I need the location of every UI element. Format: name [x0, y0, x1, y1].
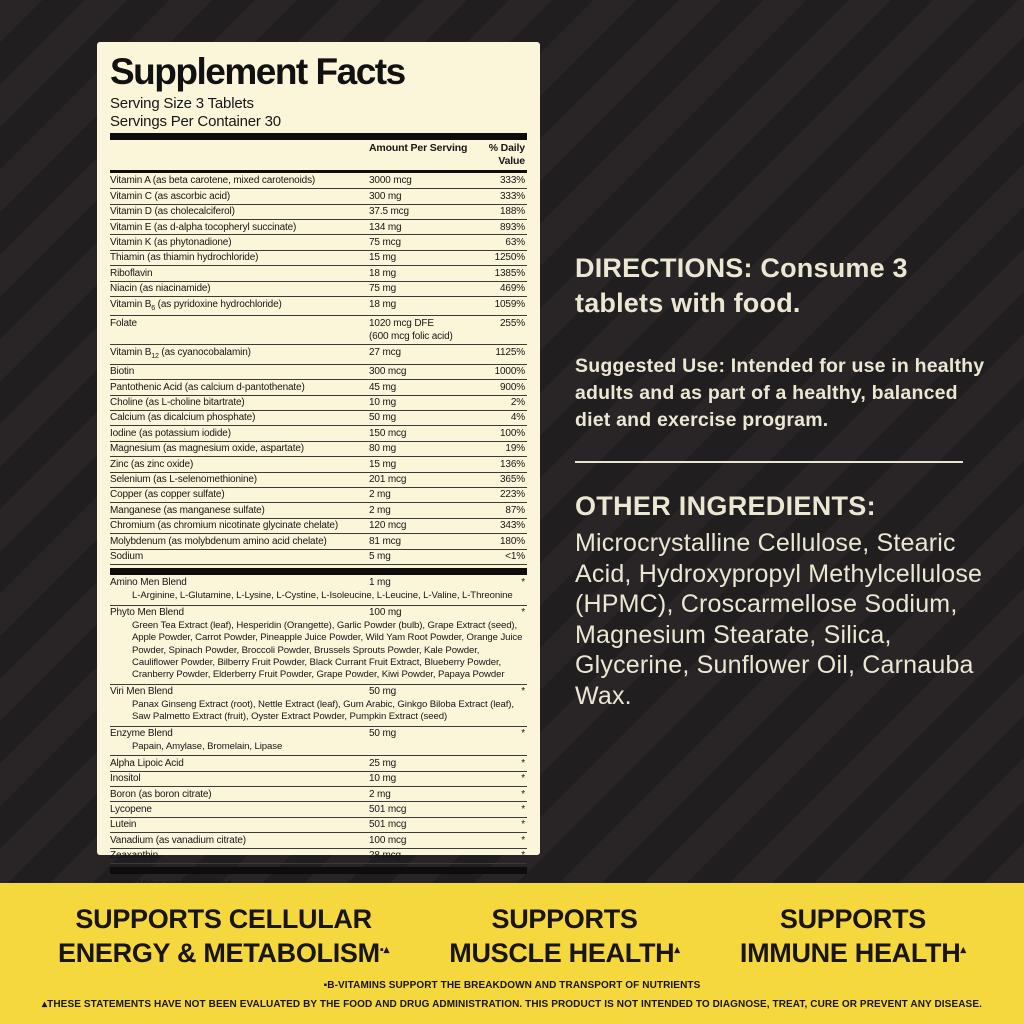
other-ingredients-text: Microcrystalline Cellulose, Stearic Acid, Hydroxypropyl Methylcellulose (HPMC), Croscarmellose Sodium, Magnesium Stearate, Silica, Glycerine, Sunflower Oil, Carnauba Wax. — [575, 529, 983, 710]
nutrient-dv: 1125% — [495, 346, 525, 358]
fact-row — [110, 426, 527, 441]
nutrient-amount: 300 mcg — [369, 366, 407, 378]
supplement-facts-panel — [97, 42, 540, 862]
extra-nutrient-rows — [110, 756, 527, 864]
divider-medium — [110, 170, 527, 173]
fact-row — [110, 756, 527, 771]
nutrient-name: Vitamin $B_6$ (as pyridoxine hydrochloride) — [110, 298, 282, 312]
nutrient-amount-detail: (600 mcg folic acid) — [369, 331, 453, 343]
servings-per-container: Servings Per Container 30 — [110, 112, 281, 130]
nutrient-name: Folate — [110, 317, 137, 329]
nutrient-name: Pantothenic Acid (as calcium d-pantothenate) — [110, 381, 305, 393]
blend-ingredients: Panax Ginseng Extract (root), Nettle Extract (leaf), Gum Arabic, Ginkgo Biloba Extract (leaf), Saw Palmetto Extract (fruit), Oyster Extract Powder, Pumpkin Extract (seed) — [110, 699, 527, 727]
nutrient-amount: 10 mg — [369, 397, 397, 408]
fact-row — [110, 457, 527, 472]
nutrient-dv: * — [521, 788, 525, 800]
nutrient-dv: 1059% — [494, 298, 525, 310]
nutrient-name: Riboflavin — [110, 267, 153, 279]
nutrient-amount: 134 mg — [369, 221, 402, 233]
claim-line — [58, 935, 389, 969]
nutrient-amount: 2 mg — [369, 504, 391, 516]
claim-line: SUPPORTS CELLULAR — [75, 904, 372, 934]
nutrient-name: Molybdenum (as molybdenum amino acid chelate) — [110, 535, 327, 547]
nutrient-dv: 365% — [500, 474, 525, 486]
nutrient-dv: 255% — [500, 317, 525, 329]
nutrient-name: Vitamin K (as phytonadione) — [110, 236, 232, 248]
nutrient-dv: 4% — [510, 412, 525, 424]
nutrient-name: Iodine (as potassium iodide) — [110, 427, 231, 439]
suggested-use-text: Suggested Use: Intended for use in healthy adults and as part of a healthy, balanced diet and exercise program. — [575, 355, 985, 431]
nutrient-amount: 201 mcg — [369, 474, 407, 486]
nutrient-dv: * — [521, 819, 525, 831]
nutrient-amount: 75 mcg — [369, 236, 401, 248]
nutrient-amount: 25 mg — [369, 757, 397, 769]
nutrient-amount: 120 mcg — [369, 520, 407, 532]
nutrient-name: Alpha Lipoic Acid — [110, 757, 184, 769]
directions-text: DIRECTIONS: Consume 3 tablets with food. — [575, 253, 908, 318]
b-vitamins-note: ▪B-VITAMINS SUPPORT THE BREAKDOWN AND TRANSPORT OF NUTRIENTS — [323, 980, 701, 991]
fact-row — [110, 503, 527, 518]
nutrient-dv: 188% — [500, 206, 525, 218]
fact-row — [110, 411, 527, 426]
nutrient-amount: 15 mg — [369, 252, 397, 264]
claim-cellular-energy — [58, 904, 389, 969]
nutrient-amount: 50 mg — [369, 686, 397, 698]
nutrient-dv: 87% — [505, 504, 525, 516]
fact-row — [110, 365, 527, 380]
nutrient-dv: * — [521, 773, 525, 785]
nutrient-rows — [110, 174, 527, 565]
nutrient-amount: 27 mcg — [369, 346, 401, 358]
claim-text: IMMUNE HEALTH — [739, 938, 961, 968]
claims-row — [0, 904, 1024, 969]
claim-immune-health — [740, 904, 966, 969]
nutrient-amount: 1020 mcg DFE (600 mcg folic acid) — [369, 317, 471, 344]
nutrient-dv: 343% — [500, 520, 525, 532]
nutrient-dv: 1250% — [494, 252, 525, 264]
serving-size: Serving Size 3 Tablets — [110, 95, 254, 112]
claim-footnote-marker: ▪▴ — [379, 944, 390, 956]
nutrient-name: Boron (as boron citrate) — [110, 788, 212, 800]
fact-row — [110, 550, 527, 565]
fact-row — [110, 345, 527, 364]
section-divider — [575, 461, 963, 463]
nutrient-amount: 75 mg — [369, 283, 397, 295]
nutrient-name: Zinc (as zinc oxide) — [110, 458, 194, 470]
fact-row — [110, 205, 527, 220]
nutrient-name: Lycopene — [110, 803, 152, 815]
fact-row — [110, 473, 527, 488]
fact-row — [110, 849, 527, 864]
claim-footnote-marker: ▴ — [960, 944, 966, 956]
nutrient-dv: 333% — [500, 175, 525, 187]
nutrient-amount: 501 mcg — [369, 819, 407, 831]
nutrient-dv: * — [521, 803, 525, 815]
nutrient-name: Vanadium (as vanadium citrate) — [110, 834, 246, 846]
fact-row — [110, 316, 527, 345]
nutrient-name: Calcium (as dicalcium phosphate) — [110, 412, 256, 424]
blend-ingredients: Green Tea Extract (leaf), Hesperidin (Orangette), Garlic Powder (bulb), Grape Extract (seed), Apple Powder, Carrot Powder, Pineapple Juice Powder, Wild Yam Root Powder, Orange Juice Powder, Spinach Powder, Broccoli Powder, Brussels Sprouts Powder, Kale Powder, Cauliflower Powder, Bilberry Fruit Powder, Black Currant Fruit Extract, Blueberry Powder, Cranberry Powder, Elderberry Fruit Powder, Grape Powder, Kiwi Powder, Papaya Powder — [110, 620, 527, 684]
nutrient-name: Biotin — [110, 366, 135, 378]
other-ingredients-heading: OTHER INGREDIENTS: — [575, 491, 876, 521]
claim-line — [740, 935, 966, 969]
fact-row — [110, 818, 527, 833]
nutrient-name: Niacin (as niacinamide) — [110, 283, 211, 295]
fact-row — [110, 488, 527, 503]
nutrient-amount: 50 mg — [369, 412, 397, 424]
fact-row — [110, 174, 527, 189]
dv-column-header: % Daily Value — [488, 141, 525, 167]
nutrient-dv: 63% — [505, 236, 525, 248]
blend-row — [110, 727, 527, 741]
nutrient-dv: * — [521, 577, 525, 589]
panel-title: Supplement Facts — [110, 51, 405, 92]
nutrient-name: Chromium (as chromium nicotinate glycinate chelate) — [110, 520, 338, 532]
blend-rows — [110, 576, 527, 756]
nutrient-name: Vitamin C (as ascorbic acid) — [110, 190, 231, 202]
nutrient-name: Vitamin D (as cholecalciferol) — [110, 206, 235, 218]
fact-row — [110, 189, 527, 204]
nutrient-amount: 15 mg — [369, 458, 397, 470]
nutrient-dv: * — [521, 834, 525, 846]
nutrient-amount: 300 mg — [369, 190, 402, 202]
fact-row — [110, 772, 527, 787]
column-headers — [110, 141, 527, 169]
claim-line: SUPPORTS — [779, 904, 926, 934]
nutrient-amount: 10 mg — [369, 773, 397, 785]
fact-row — [110, 297, 527, 316]
nutrient-name: Phyto Men Blend — [110, 607, 184, 619]
claim-footnote-marker: ▴ — [674, 944, 680, 956]
nutrient-amount: 2 mg — [369, 788, 391, 800]
nutrient-amount: 100 mg — [369, 607, 402, 619]
nutrient-dv: 180% — [500, 535, 525, 547]
nutrient-dv: 19% — [505, 443, 525, 455]
nutrient-dv: 136% — [500, 458, 525, 470]
nutrient-name: Sodium — [110, 551, 144, 563]
fact-row — [110, 220, 527, 235]
fact-row — [110, 266, 527, 281]
nutrient-dv: 2% — [510, 397, 525, 408]
fact-row — [110, 251, 527, 266]
amount-column-header: Amount Per Serving — [369, 141, 468, 154]
nutrient-name: Amino Men Blend — [110, 577, 187, 589]
fact-row — [110, 534, 527, 549]
nutrient-name: Vitamin $B_{12}$ (as cyanocobalamin) — [110, 346, 251, 360]
nutrient-dv: 333% — [500, 190, 525, 202]
fact-row — [110, 282, 527, 297]
nutrient-dv: * — [521, 728, 525, 740]
nutrient-amount: 28 mcg — [369, 850, 401, 862]
nutrient-amount: 501 mcg — [369, 803, 407, 815]
claim-text: ENERGY & METABOLISM — [58, 938, 380, 968]
nutrient-amount: 80 mg — [369, 443, 397, 455]
nutrient-name: Vitamin A (as beta carotene, mixed carotenoids) — [110, 175, 316, 187]
nutrient-name: Zeaxanthin — [110, 850, 158, 862]
claim-text: MUSCLE HEALTH — [449, 938, 675, 968]
nutrient-dv: * — [521, 686, 525, 698]
claim-line: SUPPORTS — [491, 904, 638, 934]
nutrient-name: Manganese (as manganese sulfate) — [110, 504, 265, 516]
nutrient-name: Enzyme Blend — [110, 728, 173, 740]
nutrient-name: Vitamin E (as d-alpha tocopheryl succinate) — [110, 221, 297, 233]
nutrient-dv: 1385% — [494, 267, 525, 279]
blend-row — [110, 576, 527, 590]
nutrient-dv: * — [521, 850, 525, 862]
nutrient-name: Choline (as L-choline bitartrate) — [110, 397, 245, 408]
claims-banner — [0, 883, 1024, 1024]
nutrient-amount: 5 mg — [369, 551, 391, 563]
fact-row — [110, 787, 527, 802]
fact-row — [110, 802, 527, 817]
nutrient-dv: 469% — [500, 283, 525, 295]
nutrient-amount: 18 mg — [369, 298, 397, 310]
blend-ingredients: L-Arginine, L-Glutamine, L-Lysine, L-Cystine, L-Isoleucine, L-Leucine, L-Valine, L-Threonine — [110, 590, 527, 605]
nutrient-dv: 893% — [500, 221, 525, 233]
fact-row — [110, 380, 527, 395]
nutrient-dv: 900% — [500, 381, 525, 393]
fact-row — [110, 833, 527, 848]
nutrient-dv: <1% — [505, 551, 525, 563]
nutrient-amount: 150 mcg — [369, 427, 407, 439]
blend-row — [110, 606, 527, 620]
nutrient-dv: 223% — [500, 489, 525, 501]
blend-row — [110, 685, 527, 699]
blend-ingredients: Papain, Amylase, Bromelain, Lipase — [110, 741, 527, 756]
fda-disclaimer: ▴THESE STATEMENTS HAVE NOT BEEN EVALUATED BY THE FOOD AND DRUG ADMINISTRATION. THIS PRODUCT IS NOT INTENDED TO DIAGNOSE, TREAT, CURE OR PREVENT ANY DISEASE. — [42, 999, 982, 1010]
fact-row — [110, 442, 527, 457]
nutrient-name: Lutein — [110, 819, 137, 831]
nutrient-dv: 1000% — [494, 366, 525, 378]
nutrient-amount: 2 mg — [369, 489, 391, 501]
nutrient-amount: 18 mg — [369, 267, 397, 279]
divider-thick — [110, 133, 527, 140]
nutrient-dv: 100% — [500, 427, 525, 439]
fact-row — [110, 396, 527, 411]
nutrient-name: Viri Men Blend — [110, 686, 173, 698]
divider-thick — [110, 867, 527, 874]
nutrient-name: Copper (as copper sulfate) — [110, 489, 225, 501]
nutrient-amount: 3000 mcg — [369, 175, 412, 187]
nutrient-name: Inositol — [110, 773, 141, 785]
nutrient-name: Thiamin (as thiamin hydrochloride) — [110, 252, 259, 264]
nutrient-amount: 45 mg — [369, 381, 397, 393]
nutrient-dv: * — [521, 757, 525, 769]
claim-muscle-health — [449, 904, 680, 969]
nutrient-amount: 1 mg — [369, 577, 391, 589]
right-info-panel — [575, 251, 985, 711]
nutrient-amount: 81 mcg — [369, 535, 401, 547]
claim-line — [449, 935, 680, 969]
fact-row — [110, 235, 527, 250]
nutrient-name: Magnesium (as magnesium oxide, aspartate) — [110, 443, 304, 455]
nutrient-name: Selenium (as L-selenomethionine) — [110, 474, 257, 486]
nutrient-amount: 37.5 mcg — [369, 206, 409, 218]
nutrient-dv: * — [521, 607, 525, 619]
nutrient-amount: 100 mcg — [369, 834, 407, 846]
nutrient-amount: 50 mg — [369, 728, 397, 740]
fact-row — [110, 519, 527, 534]
divider-thick — [110, 568, 527, 575]
